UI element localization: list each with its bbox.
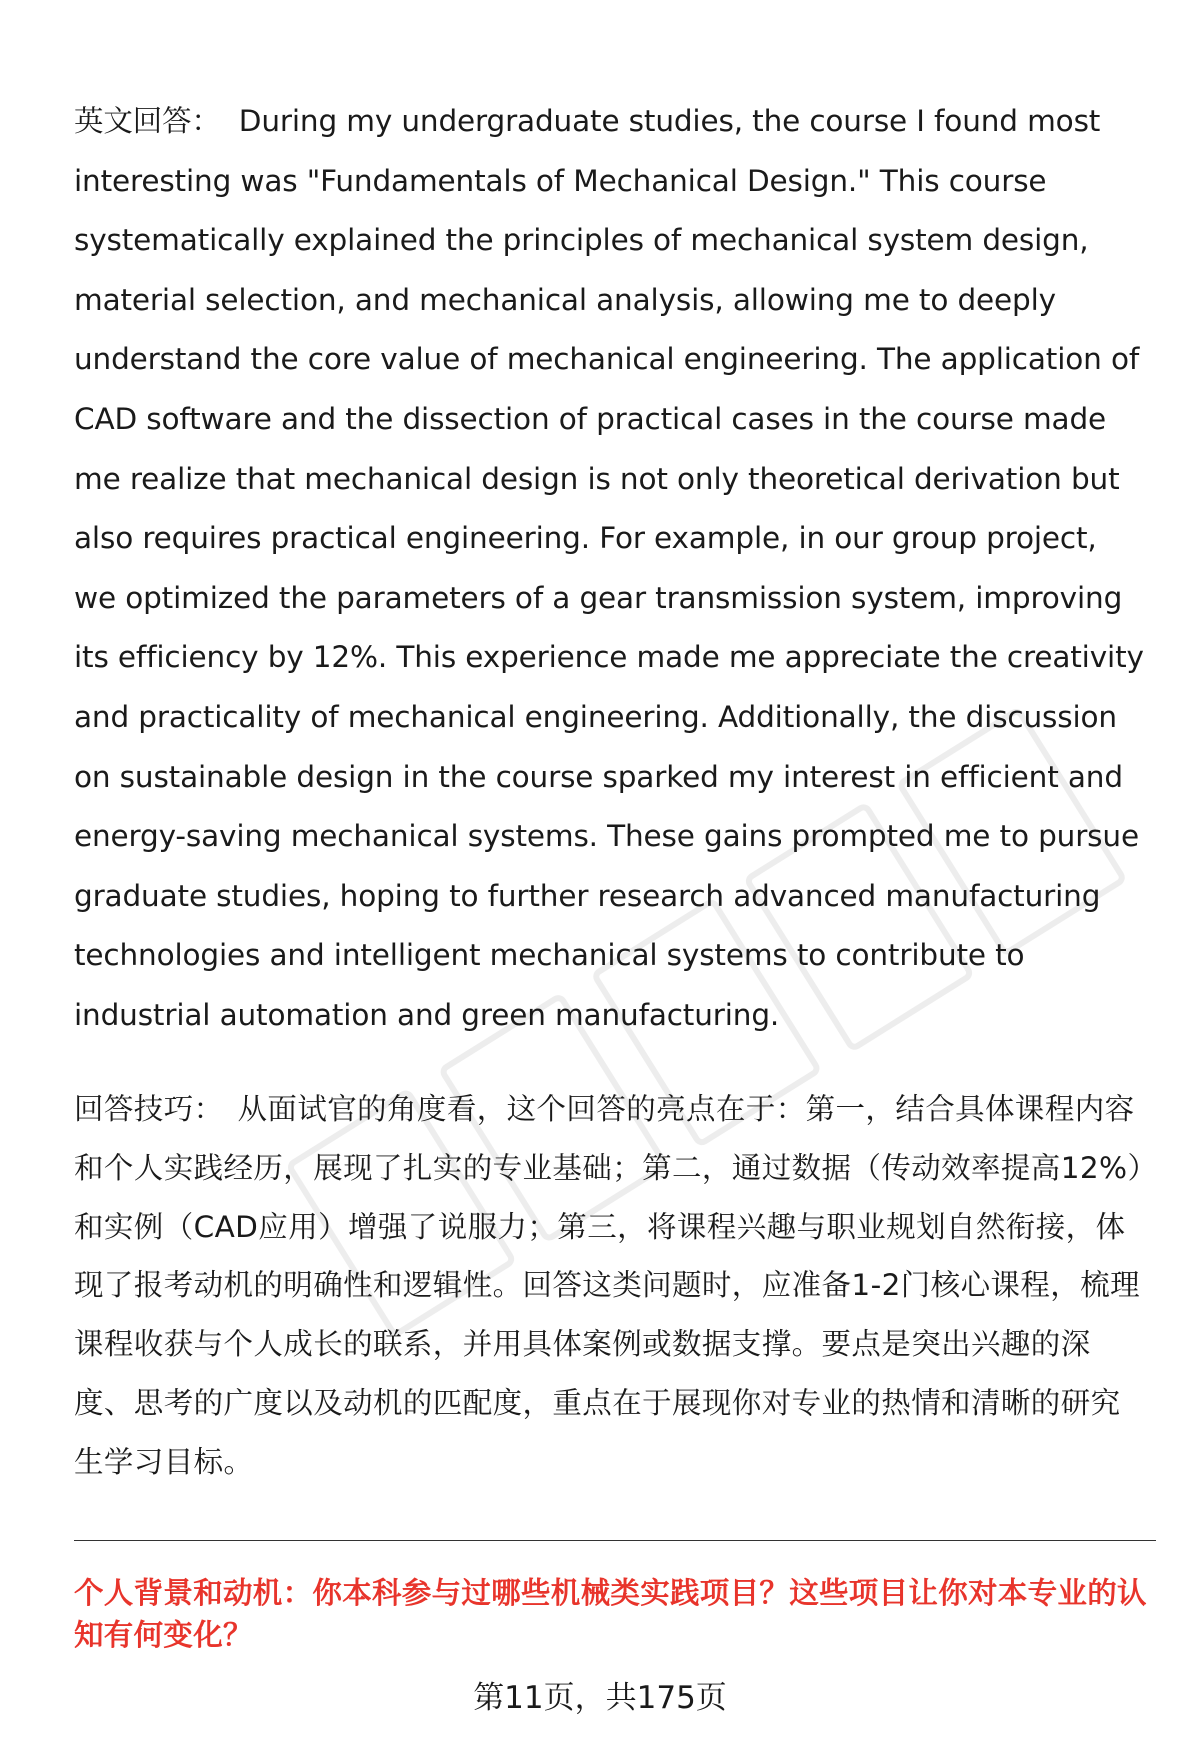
- english-answer-label: 英文回答：: [74, 104, 221, 138]
- page-number: 第11页，共175页: [473, 1680, 727, 1716]
- answer-tips-paragraph: [74, 1080, 1149, 1492]
- english-answer-paragraph: [74, 92, 1144, 1046]
- answer-tips-text: 从面试官的角度看，这个回答的亮点在于：第一，结合具体课程内容和个人实践经历，展现了扎实的专业基础；第二，通过数据（传动效率提高12%）和实例（CAD应用）增强了说服力；第三，将课程兴趣与职业规划自然衔接，体现了报考动机的明确性和逻辑性。回答这类问题时，应准备1-2门核心课程，梳理课程收获与个人成长的联系，并用具体案例或数据支撑。要点是突出兴趣的深度、思考的广度以及动机的匹配度，重点在于展现你对专业的热情和清晰的研究生学习目标。: [74, 1092, 1143, 1479]
- next-question-heading: 个人背景和动机：你本科参与过哪些机械类实践项目？这些项目让你对本专业的认知有何变化？: [74, 1576, 1147, 1652]
- answer-tips-label: 回答技巧：: [74, 1092, 224, 1126]
- english-answer-text: During my undergraduate studies, the course I found most interesting was "Fundamentals of Mechanical Design." This course systematically explained the principles of mechanical system design, material selection, and mechanical analysis, allowing me to deeply understand the core value of mechanical engineering. The application of CAD software and the dissection of practical cases in the course made me realize that mechanical design is not only theoretical derivation but also requires practical engineering. For example, in our group project, we optimized the parameters of a gear transmission system, improving its efficiency by 12%. This experience made me appreciate the creativity and practicality of mechanical engineering. Additionally, the discussion on sustainable design in the course sparked my interest in efficient and energy-saving mechanical systems. These gains prompted me to pursue graduate studies, hoping to further research advanced manufacturing technologies and intelligent mechanical systems to contribute to industrial automation and green manufacturing.: [74, 104, 1144, 1032]
- section-divider: [74, 1540, 1156, 1541]
